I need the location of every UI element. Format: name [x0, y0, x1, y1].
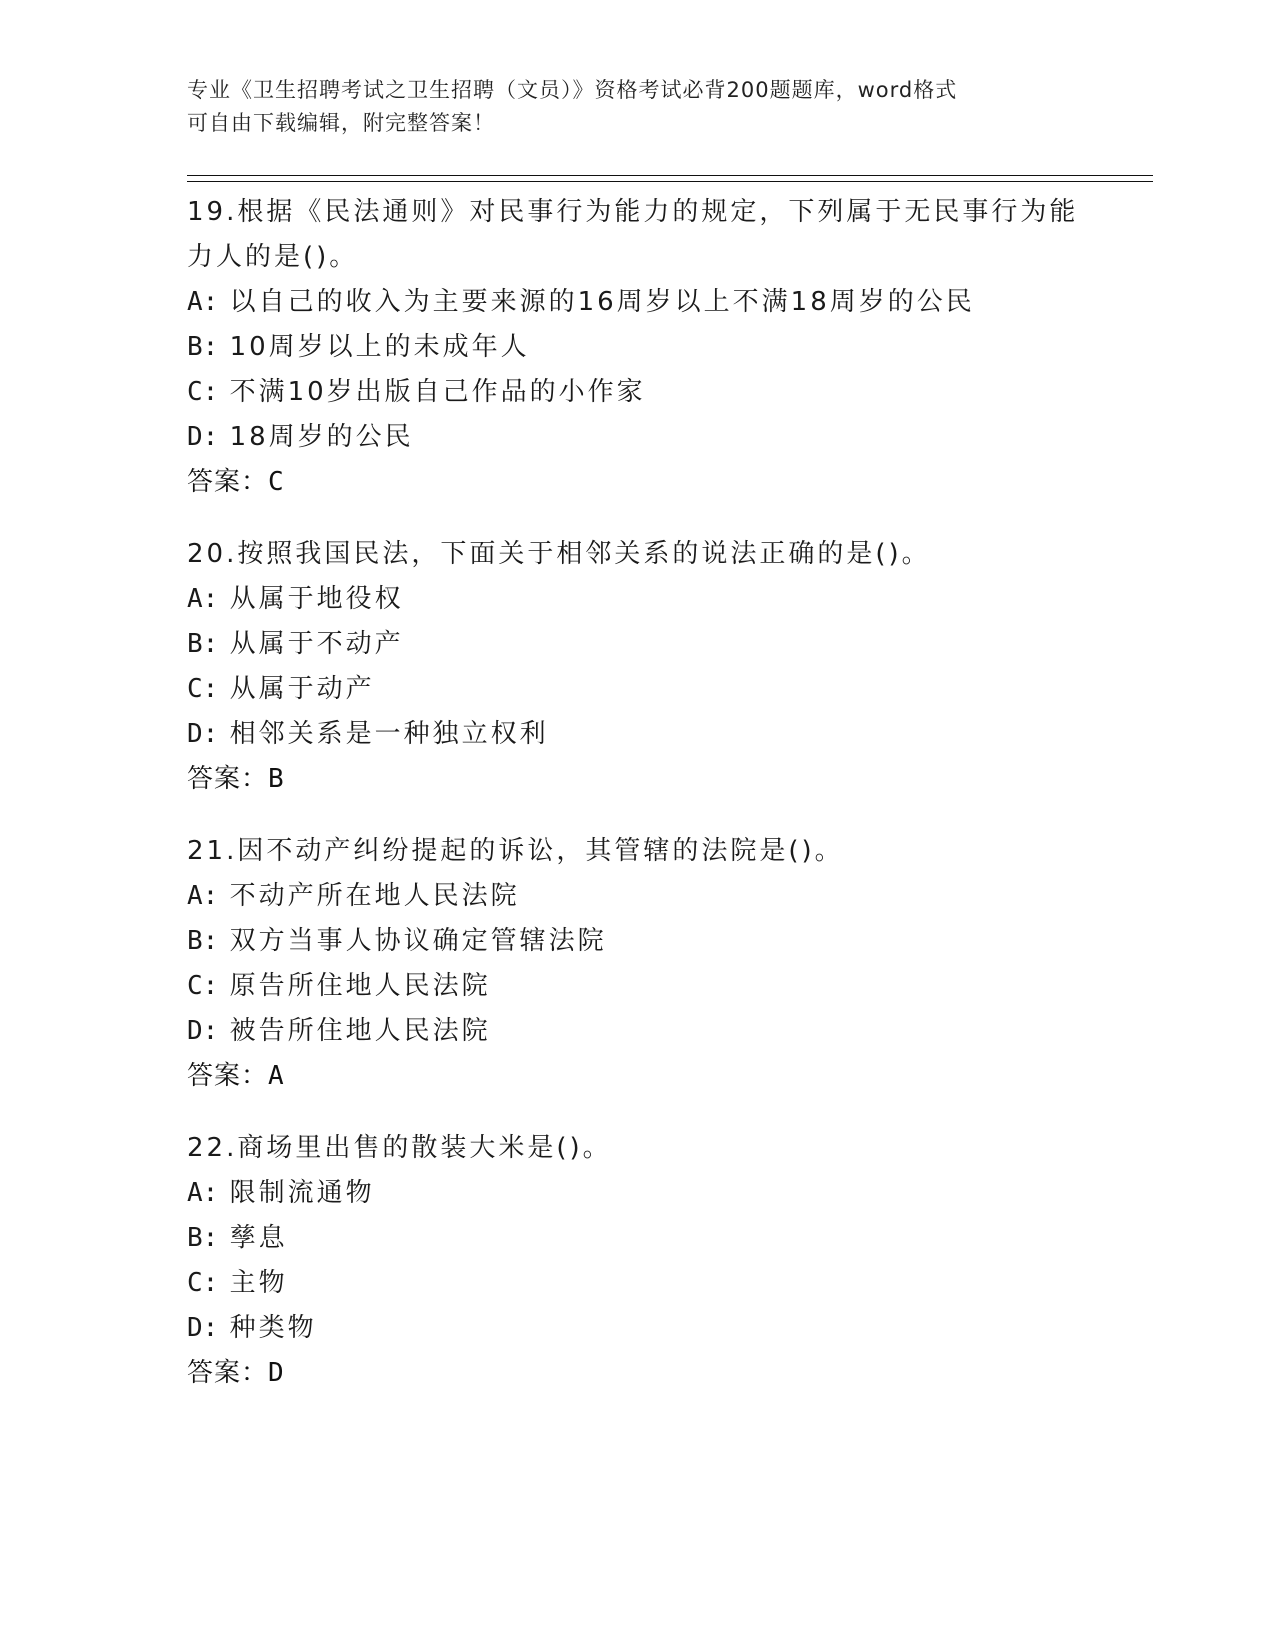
header-line-2: 可自由下载编辑，附完整答案！ — [187, 111, 495, 135]
option-a — [187, 280, 1087, 325]
answer-value: D — [268, 1358, 285, 1388]
answer-label: 答案： — [187, 1358, 269, 1388]
option-text: 从属于不动产 — [229, 629, 404, 659]
option-key: D: — [187, 422, 219, 452]
question-20 — [187, 532, 1087, 802]
option-text: 孳息 — [229, 1223, 288, 1253]
option-text: 种类物 — [229, 1313, 317, 1343]
option-d — [187, 1009, 1087, 1054]
option-key: C: — [187, 971, 219, 1001]
option-b — [187, 1216, 1087, 1261]
header-divider-top — [187, 175, 1153, 176]
option-text: 以自己的收入为主要来源的16周岁以上不满18周岁的公民 — [229, 287, 975, 317]
answer-label: 答案： — [187, 764, 269, 794]
option-b — [187, 919, 1087, 964]
option-key: A: — [187, 1178, 219, 1208]
option-text: 10周岁以上的未成年人 — [229, 332, 530, 362]
answer-value: B — [268, 764, 285, 794]
option-text: 限制流通物 — [229, 1178, 375, 1208]
option-key: A: — [187, 584, 219, 614]
question-stem-line: 20.按照我国民法，下面关于相邻关系的说法正确的是()。 — [187, 539, 931, 569]
question-stem-line: 22.商场里出售的散装大米是()。 — [187, 1133, 612, 1163]
answer-label: 答案： — [187, 467, 269, 497]
option-text: 18周岁的公民 — [229, 422, 414, 452]
option-key: D: — [187, 719, 219, 749]
question-21 — [187, 829, 1087, 1099]
option-text: 从属于动产 — [229, 674, 375, 704]
option-key: B: — [187, 332, 219, 362]
document-header — [187, 74, 1087, 140]
question-19 — [187, 190, 1087, 505]
option-d — [187, 1306, 1087, 1351]
option-text: 从属于地役权 — [229, 584, 404, 614]
question-list — [187, 190, 1087, 1423]
answer-value: A — [268, 1061, 285, 1091]
option-key: D: — [187, 1016, 219, 1046]
option-d — [187, 712, 1087, 757]
question-22 — [187, 1126, 1087, 1396]
option-b — [187, 325, 1087, 370]
option-key: A: — [187, 881, 219, 911]
option-c — [187, 667, 1087, 712]
option-c — [187, 370, 1087, 415]
option-key: C: — [187, 377, 219, 407]
option-a — [187, 1171, 1087, 1216]
option-key: D: — [187, 1313, 219, 1343]
answer-line — [187, 757, 1087, 802]
question-stem-line: 19.根据《民法通则》对民事行为能力的规定，下列属于无民事行为能 — [187, 197, 1079, 227]
option-key: A: — [187, 287, 219, 317]
option-b — [187, 622, 1087, 667]
option-c — [187, 1261, 1087, 1306]
question-stem-line: 21.因不动产纠纷提起的诉讼，其管辖的法院是()。 — [187, 836, 844, 866]
option-text: 被告所住地人民法院 — [229, 1016, 491, 1046]
option-text: 主物 — [229, 1268, 288, 1298]
option-key: B: — [187, 1223, 219, 1253]
answer-value: C — [268, 467, 285, 497]
option-text: 不动产所在地人民法院 — [229, 881, 520, 911]
option-text: 相邻关系是一种独立权利 — [229, 719, 549, 749]
option-text: 原告所住地人民法院 — [229, 971, 491, 1001]
answer-line — [187, 1351, 1087, 1396]
option-a — [187, 577, 1087, 622]
header-divider-bottom — [187, 181, 1153, 182]
option-key: B: — [187, 629, 219, 659]
header-line-1: 专业《卫生招聘考试之卫生招聘（文员）》资格考试必背200题题库，word格式 — [187, 78, 958, 102]
option-text: 不满10岁出版自己作品的小作家 — [229, 377, 646, 407]
option-a — [187, 874, 1087, 919]
answer-line — [187, 1054, 1087, 1099]
option-c — [187, 964, 1087, 1009]
answer-line — [187, 460, 1087, 505]
option-key: C: — [187, 1268, 219, 1298]
option-text: 双方当事人协议确定管辖法院 — [229, 926, 607, 956]
option-key: C: — [187, 674, 219, 704]
question-stem-line: 力人的是()。 — [187, 242, 359, 272]
option-key: B: — [187, 926, 219, 956]
answer-label: 答案： — [187, 1061, 269, 1091]
option-d — [187, 415, 1087, 460]
